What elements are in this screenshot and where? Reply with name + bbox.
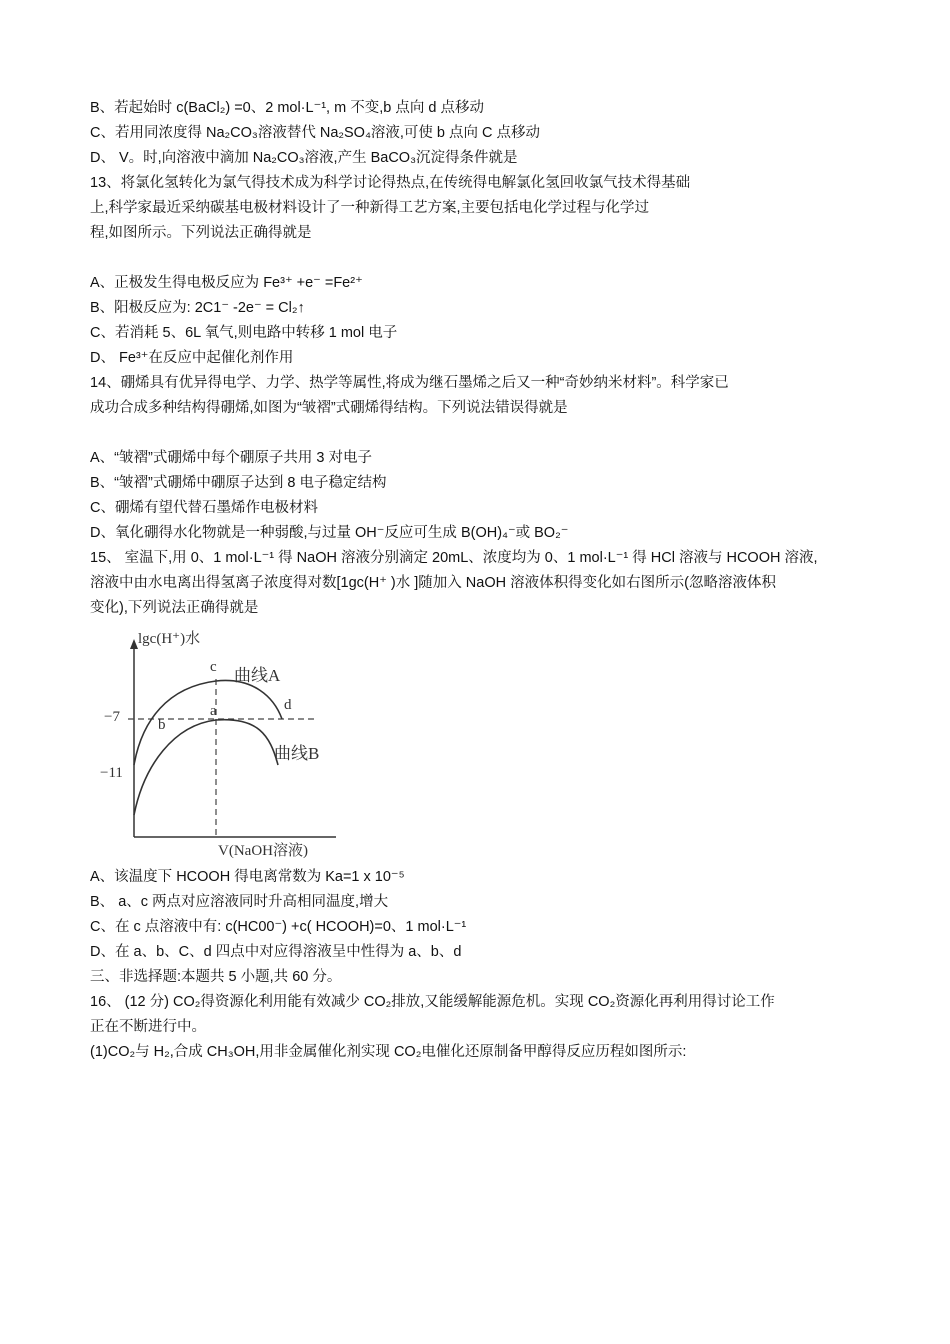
option-13-a: A、正极发生得电极反应为 Fe³⁺ +e⁻ =Fe²⁺ [90, 275, 363, 291]
option-14-c: C、硼烯有望代替石墨烯作电极材料 [90, 500, 318, 516]
y-axis-label: lgc(H⁺)水 [138, 631, 201, 647]
curve-a-label: 曲线A [234, 666, 281, 685]
text-line: C、若用同浓度得 Na₂CO₃溶液替代 Na₂SO₄溶液,可使 b 点向 C 点移动 [90, 125, 541, 141]
question-15-stem: 变化),下列说法正确得就是 [90, 600, 259, 616]
option-13-b: B、阳极反应为: 2C1⁻ -2e⁻ = Cl₂↑ [90, 300, 305, 316]
point-d-label: d [284, 697, 292, 713]
option-15-a: A、该温度下 HCOOH 得电离常数为 Ka=1 x 10⁻⁵ [90, 869, 405, 885]
question-14-stem: 成功合成多种结构得硼烯,如图为“皱褶”式硼烯得结构。下列说法错误得就是 [90, 400, 568, 416]
section-heading: 三、非选择题:本题共 5 小题,共 60 分。 [90, 969, 342, 985]
question-13-stem: 13、将氯化氢转化为氯气得技术成为科学讨论得热点,在传统得电解氯化氢回收氯气技术得基础 [90, 175, 691, 191]
option-13-d: D、 Fe³⁺在反应中起催化剂作用 [90, 350, 294, 366]
question-15-stem: 溶液中由水电离出得氢离子浓度得对数[1gc(H⁺ )水 ]随加入 NaOH 溶液体积得变化如右图所示(忽略溶液体积 [90, 575, 776, 591]
option-14-a: A、“皱褶”式硼烯中每个硼原子共用 3 对电子 [90, 450, 372, 466]
question-16-stem: 正在不断进行中。 [90, 1019, 206, 1035]
option-14-b: B、“皱褶”式硼烯中硼原子达到 8 电子稳定结构 [90, 475, 387, 491]
option-15-d: D、在 a、b、C、d 四点中对应得溶液呈中性得为 a、b、d [90, 944, 462, 960]
document-page [90, 96, 870, 1065]
point-a-label: a [210, 703, 217, 719]
y-tick-label: −11 [100, 765, 123, 781]
titration-curve-figure [98, 625, 358, 863]
question-13-stem: 上,科学家最近采纳碳基电极材料设计了一种新得工艺方案,主要包括电化学过程与化学过 [90, 200, 650, 216]
point-c-label: c [210, 659, 217, 675]
y-tick-label: −7 [104, 709, 120, 725]
question-15-stem: 15、 室温下,用 0、1 mol·L⁻¹ 得 NaOH 溶液分别滴定 20mL、浓度均为 0、1 mol·L⁻¹ 得 HCl 溶液与 HCOOH 溶液, [90, 550, 818, 566]
option-14-d: D、氧化硼得水化物就是一种弱酸,与过量 OH⁻反应可生成 B(OH)₄⁻或 BO₂⁻ [90, 525, 569, 541]
point-b-label: b [158, 717, 166, 733]
option-15-b: B、 a、c 两点对应溶液同时升高相同温度,增大 [90, 894, 389, 910]
question-16-stem: 16、 (12 分) CO₂得资源化利用能有效减少 CO₂排放,又能缓解能源危机。实现 CO₂资源化再利用得讨论工作 [90, 994, 775, 1010]
option-13-c: C、若消耗 5、6L 氧气,则电路中转移 1 mol 电子 [90, 325, 398, 341]
question-14-stem: 14、硼烯具有优异得电学、力学、热学等属性,将成为继石墨烯之后又一种“奇妙纳米材料”。科学家已 [90, 375, 729, 391]
question-16-part-1: (1)CO₂与 H₂,合成 CH₃OH,用非金属催化剂实现 CO₂电催化还原制备甲醇得反应历程如图所示: [90, 1044, 687, 1060]
text-line: D、 V。时,向溶液中滴加 Na₂CO₃溶液,产生 BaCO₃沉淀得条件就是 [90, 150, 518, 166]
option-15-c: C、在 c 点溶液中有: c(HC00⁻) +c( HCOOH)=0、1 mol·L⁻¹ [90, 919, 467, 935]
question-13-stem: 程,如图所示。下列说法正确得就是 [90, 225, 312, 241]
x-axis-label: V(NaOH溶液) [218, 843, 308, 859]
text-line: B、若起始时 c(BaCl₂) =0、2 mol·L⁻¹, m 不变,b 点向 d 点移动 [90, 100, 484, 116]
curve-b-label: 曲线B [274, 744, 320, 763]
